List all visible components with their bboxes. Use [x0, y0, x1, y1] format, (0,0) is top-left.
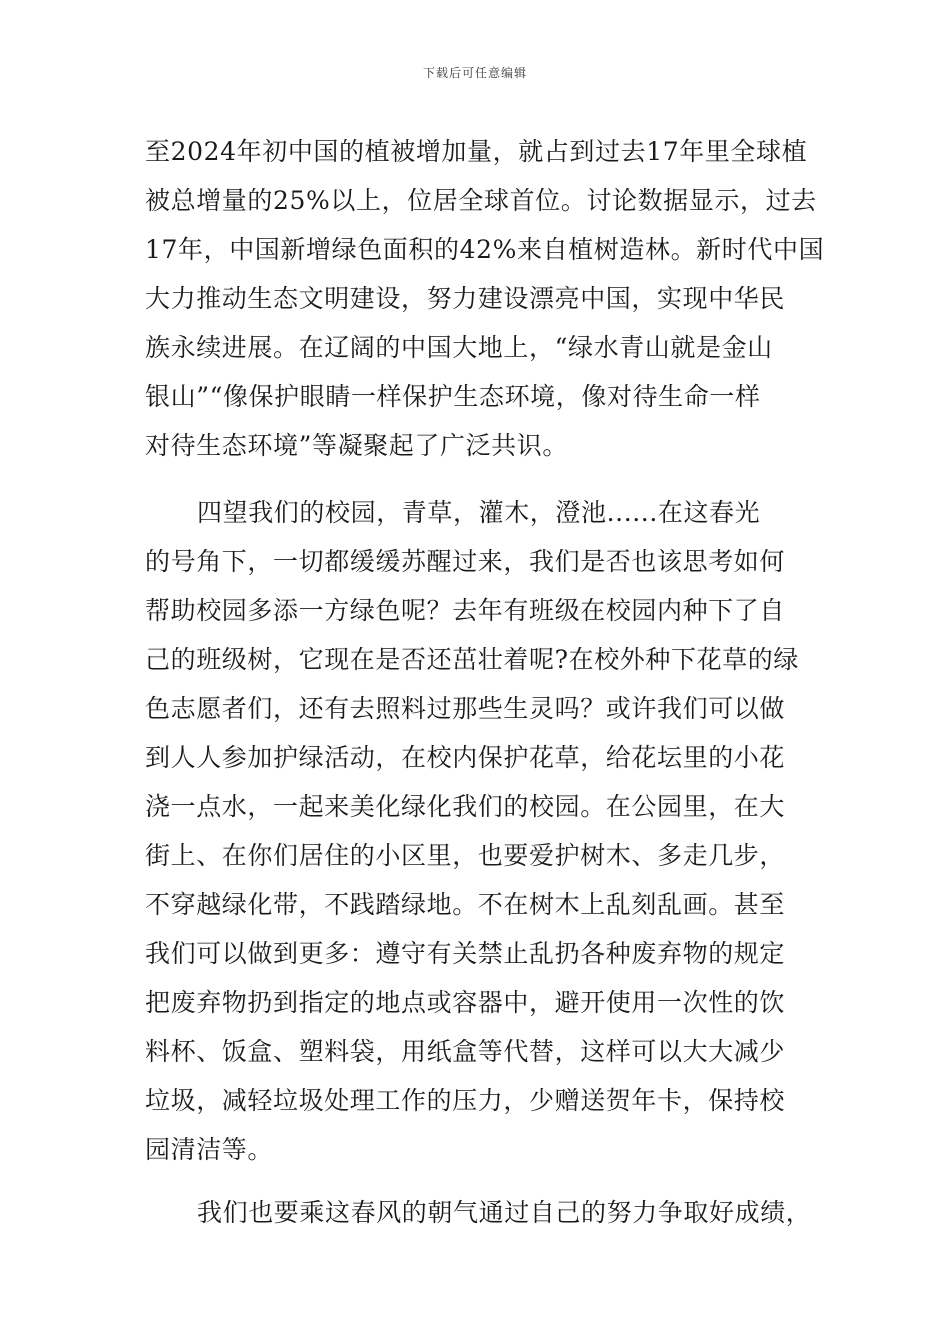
text-line: 至2024年初中国的植被增加量，就占到过去17年里全球植: [145, 137, 808, 166]
text-line: 17年，中国新增绿色面积的42%来自植树造林。新时代中国: [145, 235, 825, 264]
text-line: 色志愿者们，还有去照料过那些生灵吗？或许我们可以做: [145, 694, 786, 723]
text-line: 四望我们的校园，青草，灌木，澄池......在这春光: [197, 498, 761, 527]
text-line: 对待生态环境”等凝聚起了广泛共识。: [145, 431, 568, 460]
text-line: 我们也要乘这春风的朝气通过自己的努力争取好成绩，: [197, 1198, 812, 1227]
paragraph-2: [145, 488, 810, 1174]
text-line: 己的班级树，它现在是否还茁壮着呢?在校外种下花草的绿: [145, 645, 800, 674]
text-line: 把废弃物扔到指定的地点或容器中，避开使用一次性的饮: [145, 988, 786, 1017]
text-line: 不穿越绿化带，不践踏绿地。不在树木上乱刻乱画。甚至: [145, 890, 786, 919]
text-line: 族永续进展。在辽阔的中国大地上，“绿水青山就是金山: [145, 333, 773, 362]
page-header-note: 下载后可任意编辑: [422, 66, 527, 80]
text-line: 园清洁等。: [145, 1135, 274, 1164]
text-line: 垃圾，减轻垃圾处理工作的压力，少赠送贺年卡，保持校: [145, 1086, 786, 1115]
paragraph-3: [145, 1188, 810, 1237]
text-line: 料杯、饭盒、塑料袋，用纸盒等代替，这样可以大大减少: [145, 1037, 786, 1066]
text-line: 街上、在你们居住的小区里，也要爱护树木、多走几步，: [145, 841, 786, 870]
text-line: 帮助校园多添一方绿色呢？去年有班级在校园内种下了自: [145, 596, 786, 625]
text-line: 被总增量的25%以上，位居全球首位。讨论数据显示，过去: [145, 186, 817, 215]
text-line: 的号角下，一切都缓缓苏醒过来，我们是否也该思考如何: [145, 547, 786, 576]
text-line: 我们可以做到更多：遵守有关禁止乱扔各种废弃物的规定: [145, 939, 786, 968]
text-line: 银山”“像保护眼睛一样保护生态环境，像对待生命一样: [145, 382, 761, 411]
paragraph-1: [145, 127, 825, 470]
text-line: 大力推动生态文明建设，努力建设漂亮中国，实现中华民: [145, 284, 786, 313]
document-body: [145, 127, 825, 1237]
text-line: 浇一点水，一起来美化绿化我们的校园。在公园里，在大: [145, 792, 786, 821]
text-line: 到人人参加护绿活动，在校内保护花草，给花坛里的小花: [145, 743, 786, 772]
